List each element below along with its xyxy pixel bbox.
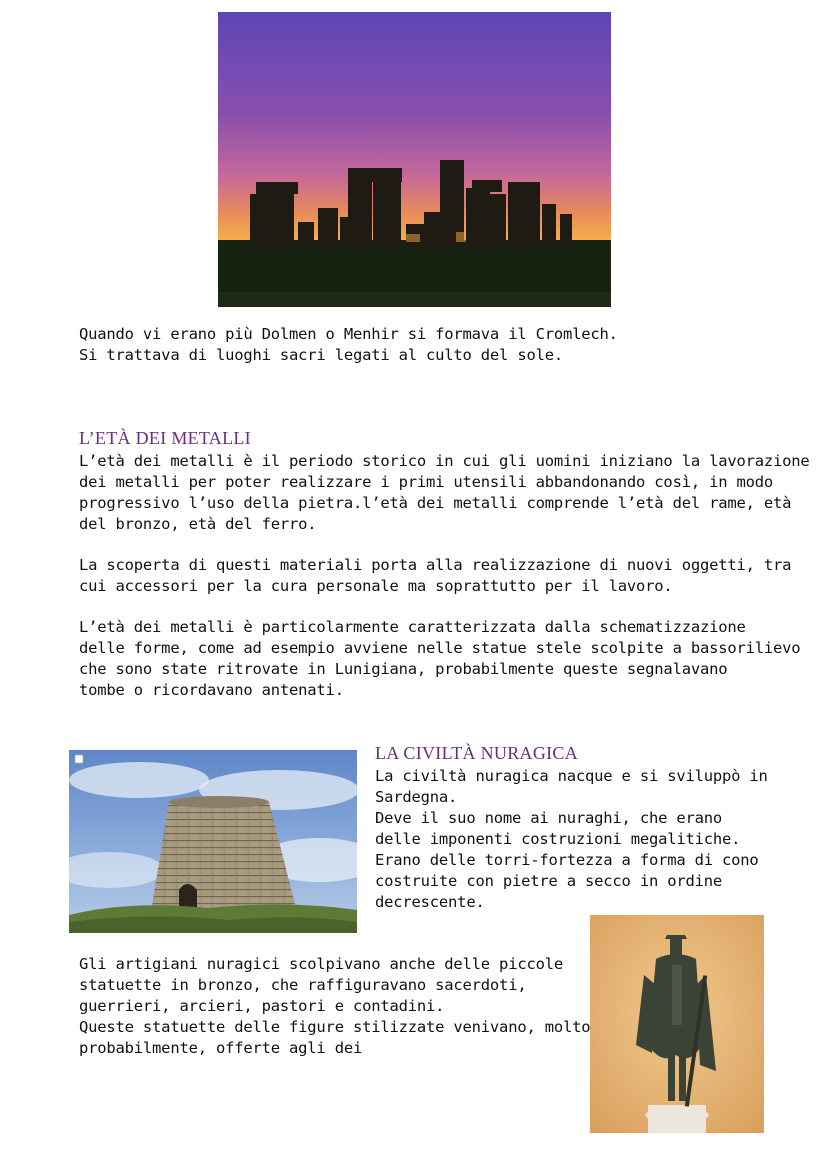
text-line: probabilmente, offerte agli dei — [79, 1039, 363, 1057]
text-line: Sardegna. — [375, 788, 458, 806]
artigiani-paragraph — [79, 954, 590, 1059]
text-line: La civiltà nuragica nacque e si sviluppò in — [375, 767, 768, 785]
text-line: che sono state ritrovate in Lunigiana, probabilmente queste segnalavano — [79, 660, 728, 678]
text-line: delle forme, come ad esempio avviene nelle statue stele scolpite a bassorilievo — [79, 639, 801, 657]
text-line: progressivo l’uso della pietra.l’età dei metalli comprende l’età del rame, età — [79, 494, 792, 512]
cromlech-paragraph — [79, 324, 618, 366]
nuragica-paragraph — [375, 766, 768, 913]
text-line: Erano delle torri-fortezza a forma di cono — [375, 851, 759, 869]
text-line: Gli artigiani nuragici scolpivano anche delle piccole — [79, 955, 563, 973]
section-title-metalli: L’ETÀ DEI METALLI — [79, 428, 251, 448]
metalli-paragraph-3 — [79, 617, 800, 701]
text-line: del bronzo, età del ferro. — [79, 515, 317, 533]
text-line: dei metalli per poter realizzare i primi utensili abbandonando così, in modo — [79, 473, 774, 491]
text-line: Deve il suo nome ai nuraghi, che erano — [375, 809, 723, 827]
text-line: tombe o ricordavano antenati. — [79, 681, 344, 699]
text-line: guerrieri, arcieri, pastori e contadini. — [79, 997, 445, 1015]
metalli-paragraph-1 — [79, 451, 810, 535]
text-line: L’età dei metalli è il periodo storico in cui gli uomini iniziano la lavorazione — [79, 452, 810, 470]
metalli-paragraph-2 — [79, 555, 791, 597]
text-line: L’età dei metalli è particolarmente caratterizzata dalla schematizzazione — [79, 618, 746, 636]
text-line: costruite con pietre a secco in ordine — [375, 872, 723, 890]
text-line: delle imponenti costruzioni megalitiche. — [375, 830, 741, 848]
text-line: cui accessori per la cura personale ma soprattutto per il lavoro. — [79, 577, 673, 595]
text-line: Queste statuette delle figure stilizzate venivano, molto — [79, 1018, 591, 1036]
nuraghe-photo — [69, 750, 357, 933]
bronze-statuette-photo — [590, 915, 764, 1133]
stonehenge-photo — [218, 12, 611, 307]
text-line: statuette in bronzo, che raffiguravano sacerdoti, — [79, 976, 527, 994]
text-line: La scoperta di questi materiali porta alla realizzazione di nuovi oggetti, tra — [79, 556, 792, 574]
section-title-nuragica: LA CIVILTÀ NURAGICA — [375, 743, 579, 763]
text-line: Si trattava di luoghi sacri legati al culto del sole. — [79, 346, 563, 364]
text-line: decrescente. — [375, 893, 485, 911]
text-line: Quando vi erano più Dolmen o Menhir si formava il Cromlech. — [79, 325, 618, 343]
